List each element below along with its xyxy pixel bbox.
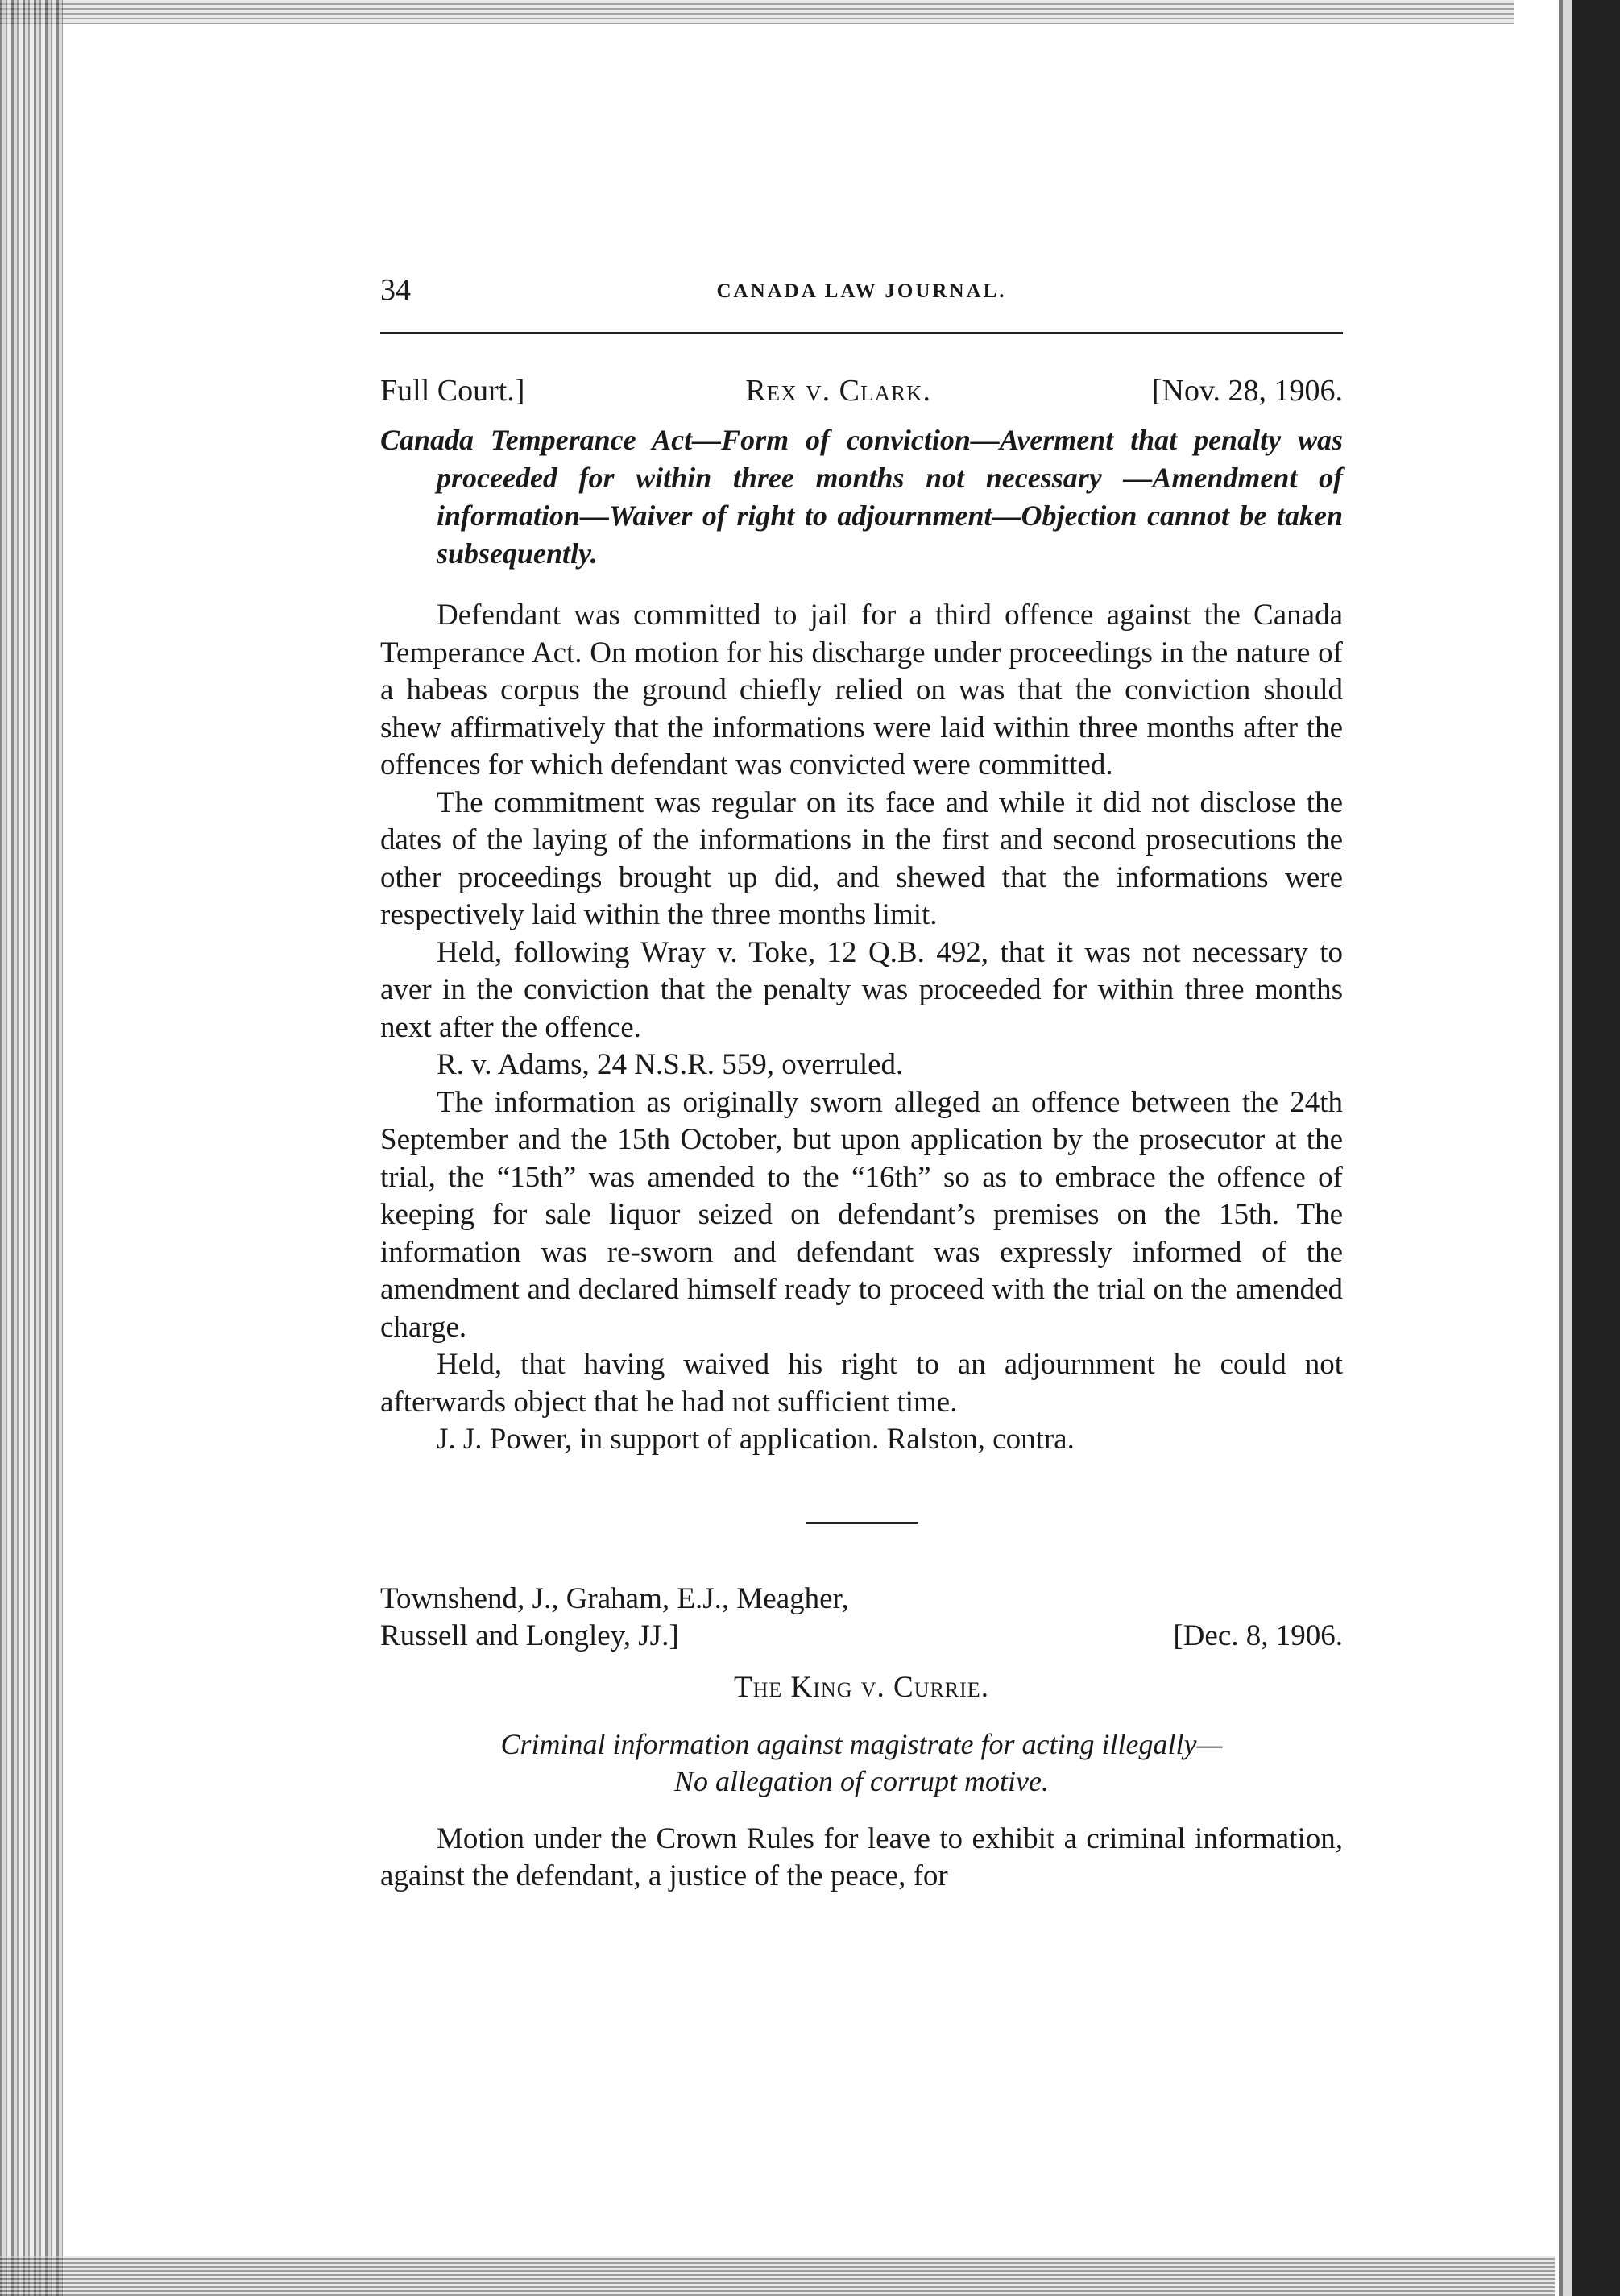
journal-title: CANADA LAW JOURNAL.: [716, 280, 1007, 302]
paragraph: The commitment was regular on its face and while it did not disclose the dates of the laying of the informations in the first and second prosecutions the other proceedings brought up did, and shewed that the informations were respectively laid within the three months limit.: [380, 785, 1343, 931]
scan-border-top: [0, 0, 1620, 24]
court-label: Full Court.]: [380, 374, 525, 408]
case-header-king-v-currie: [380, 1581, 1343, 1655]
case-title: The King v. Currie.: [734, 1670, 989, 1704]
case-date: [Nov. 28, 1906.: [1151, 374, 1343, 408]
headnote-line: No allegation of corrupt motive.: [674, 1764, 1049, 1797]
judges-line: Russell and Longley, JJ.]: [380, 1618, 679, 1652]
case-title: Rex v. Clark.: [745, 374, 931, 408]
case-header-rex-v-clark: [380, 371, 1343, 410]
scan-border-left: [0, 0, 63, 2296]
headnote-line: Criminal information against magistrate for acting illegally—: [500, 1727, 1223, 1760]
paragraph: Motion under the Crown Rules for leave to exhibit a criminal information, against the defendant, a justice of the peace, for: [380, 1821, 1343, 1892]
scan-border-bottom: [0, 2256, 1555, 2296]
judges-line: Townshend, J., Graham, E.J., Meagher,: [380, 1581, 849, 1615]
header-rule: [380, 332, 1343, 334]
paragraph: The information as originally sworn alleged an offence between the 24th September and the 15th October, but upon application by the prosecutor at the trial, the “15th” was amended to the “16th” so as to embrace the offence of keeping for sale liquor seized on defendant’s premises on the 15th. The information was re-sworn and defendant was expressly informed of the amendment and declared himself ready to proceed with the trial on the amended charge.: [380, 1085, 1343, 1344]
section-divider: [806, 1522, 918, 1524]
case-body: [380, 597, 1343, 1459]
case-headnote: [380, 1726, 1343, 1800]
page-number: 34: [380, 273, 411, 307]
paragraph: Held, following Wray v. Toke, 12 Q.B. 492, that it was not necessary to aver in the conviction that the penalty was proceeded for within three months next after the offence.: [380, 935, 1343, 1044]
document-page: [380, 272, 1343, 1896]
paragraph: Defendant was committed to jail for a third offence against the Canada Temperance Act. On motion for his discharge under proceedings in the nature of a habeas corpus the ground chiefly relied on was that the conviction should shew affirmatively that the informations were laid within three months after the offences for which defendant was convicted were committed.: [380, 599, 1343, 781]
case-headnote: Canada Temperance Act—Form of conviction—Averment that penalty was proceeded for within three months not necessary —Amendment of information—Waiver of right to adjournment—Objection cannot be taken subsequently.: [380, 424, 1343, 570]
case-body: [380, 1821, 1343, 1896]
paragraph: J. J. Power, in support of application. Ralston, contra.: [437, 1423, 1075, 1456]
paragraph: Held, that having waived his right to an adjournment he could not afterwards object that he had not sufficient time.: [380, 1348, 1343, 1419]
running-head: [380, 272, 1343, 321]
scan-border-right: [1514, 0, 1620, 2296]
case-date: [Dec. 8, 1906.: [1173, 1618, 1343, 1652]
paragraph: R. v. Adams, 24 N.S.R. 559, overruled.: [437, 1048, 904, 1081]
